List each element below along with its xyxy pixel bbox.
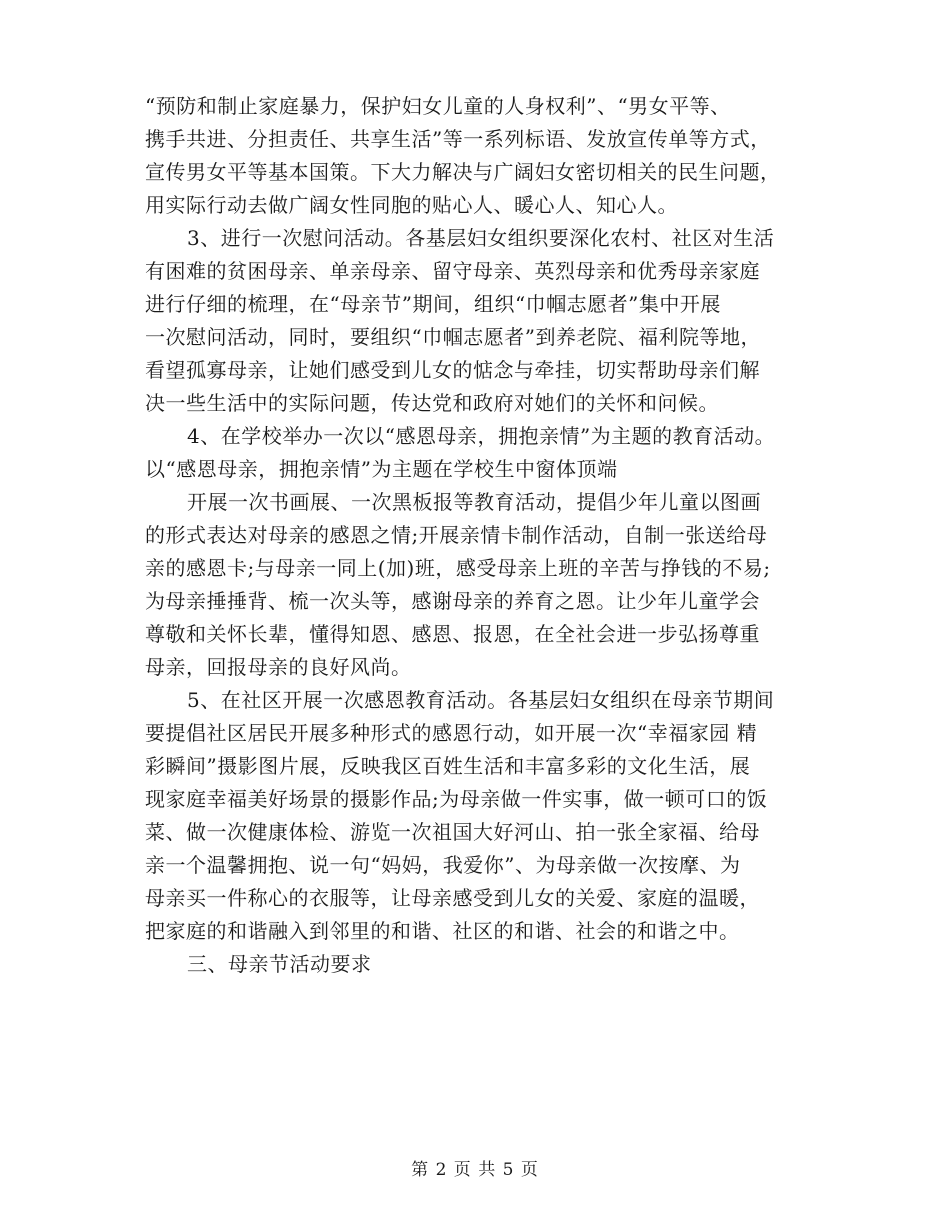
text-line: 亲一个温馨拥抱、说一句“妈妈，我爱你”、为母亲做一次按摩、为 — [145, 853, 741, 877]
text-line: “预防和制止家庭暴力，保护妇女儿童的人身权利”、“男女平等、 — [145, 94, 731, 118]
text-line: 以“感恩母亲，拥抱亲情”为主题在学校生中窗体顶端 — [145, 457, 618, 481]
text-line: 现家庭幸福美好场景的摄影作品;为母亲做一件实事，做一顿可口的饭 — [145, 787, 768, 811]
document-body — [145, 90, 825, 981]
text-line: 进行仔细的梳理，在“母亲节”期间，组织“巾帼志愿者”集中开展 — [145, 292, 721, 316]
paragraph-heading-3: 3、进行一次慰问活动。各基层妇女组织要深化农村、社区对生活 — [187, 226, 775, 250]
text-line: 彩瞬间”摄影图片展，反映我区百姓生活和丰富多彩的文化生活，展 — [145, 754, 751, 778]
page-number: 第 2 页 共 5 页 — [411, 1160, 539, 1180]
section-heading: 三、母亲节活动要求 — [187, 952, 372, 976]
paragraph-heading-4: 4、在学校举办一次以“感恩母亲，拥抱亲情”为主题的教育活动。 — [187, 424, 776, 448]
text-line: 一次慰问活动，同时，要组织“巾帼志愿者”到养老院、福利院等地， — [145, 325, 761, 349]
text-line: 决一些生活中的实际问题，传达党和政府对她们的关怀和问候。 — [145, 391, 719, 415]
text-line: 有困难的贫困母亲、单亲母亲、留守母亲、英烈母亲和优秀母亲家庭 — [145, 259, 760, 283]
paragraph-heading-5: 5、在社区开展一次感恩教育活动。各基层妇女组织在母亲节期间 — [187, 688, 775, 712]
text-line: 母亲买一件称心的衣服等，让母亲感受到儿女的关爱、家庭的温暖， — [145, 886, 760, 910]
text-line: 要提倡社区居民开展多种形式的感恩行动，如开展一次“幸福家园 精 — [145, 721, 758, 745]
text-line: 开展一次书画展、一次黑板报等教育活动，提倡少年儿童以图画 — [187, 490, 761, 514]
text-line: 为母亲捶捶背、梳一次头等，感谢母亲的养育之恩。让少年儿童学会 — [145, 589, 760, 613]
text-line: 宣传男女平等基本国策。下大力解决与广阔妇女密切相关的民生问题， — [145, 160, 781, 184]
text-line: 母亲，回报母亲的良好风尚。 — [145, 655, 412, 679]
text-line: 把家庭的和谐融入到邻里的和谐、社区的和谐、社会的和谐之中。 — [145, 919, 740, 943]
text-line: 尊敬和关怀长辈，懂得知恩、感恩、报恩，在全社会进一步弘扬尊重 — [145, 622, 760, 646]
text-line: 看望孤寡母亲，让她们感受到儿女的惦念与牵挂，切实帮助母亲们解 — [145, 358, 760, 382]
text-line: 用实际行动去做广阔女性同胞的贴心人、暖心人、知心人。 — [145, 193, 678, 217]
text-line: 的形式表达对母亲的感恩之情;开展亲情卡制作活动，自制一张送给母 — [145, 523, 768, 547]
text-line: 携手共进、分担责任、共享生活”等一系列标语、发放宣传单等方式， — [145, 127, 771, 151]
text-line: 菜、做一次健康体检、游览一次祖国大好河山、拍一张全家福、给母 — [145, 820, 760, 844]
text-line: 亲的感恩卡;与母亲一同上(加)班，感受母亲上班的辛苦与挣钱的不易; — [145, 556, 771, 580]
